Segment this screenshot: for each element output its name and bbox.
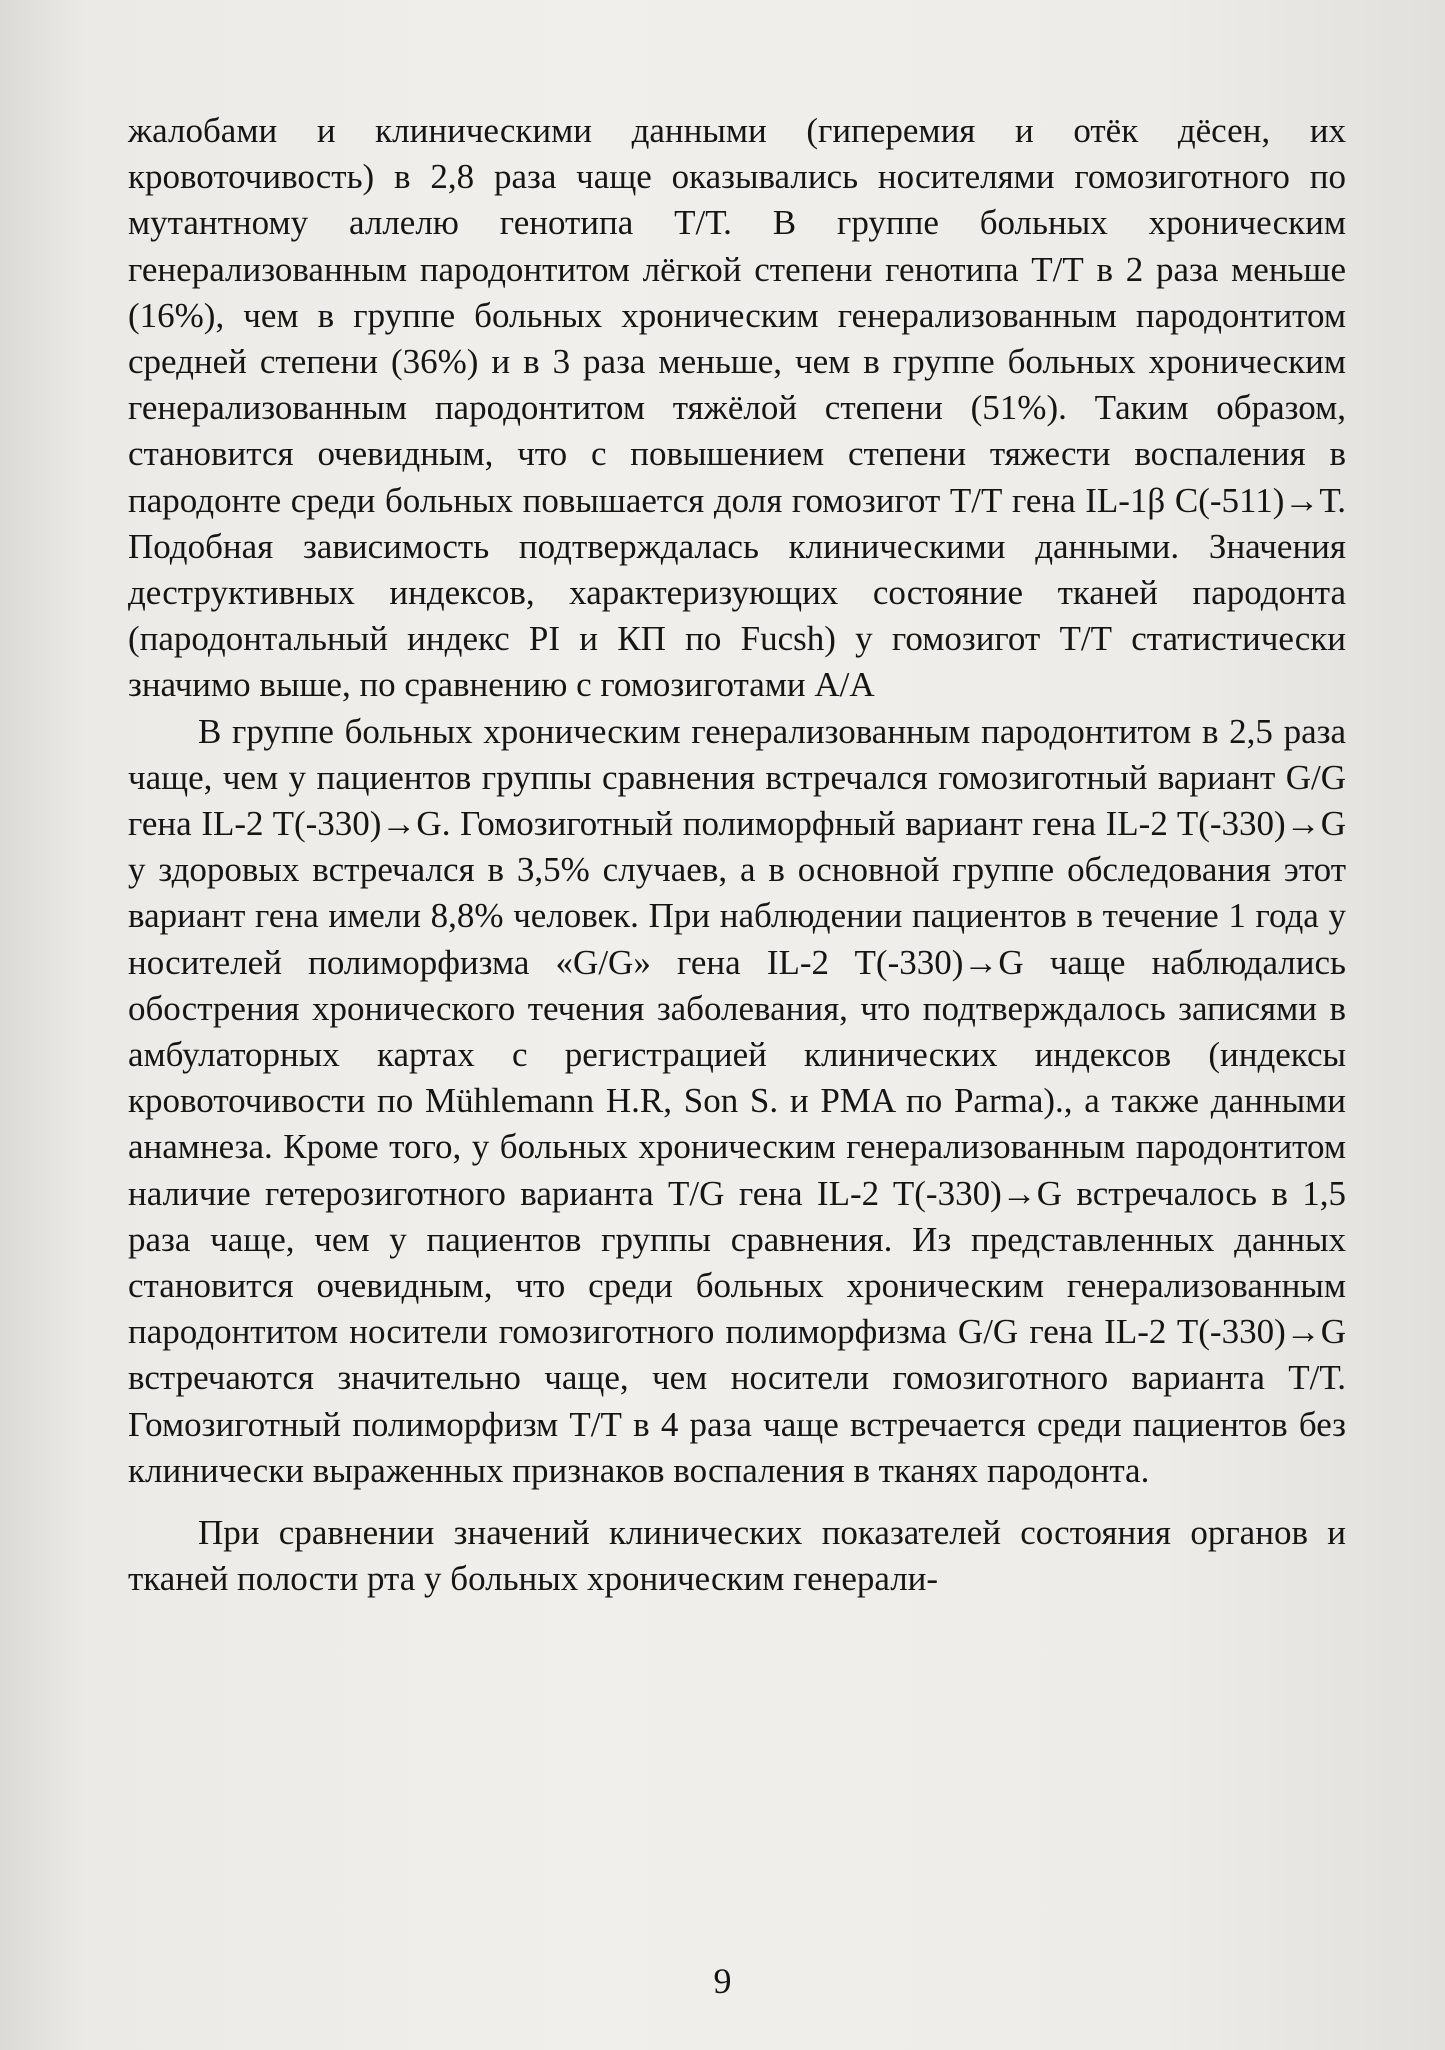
paragraph-continuation: жалобами и клиническими данными (гиперемия и отёк дёсен, их кровоточивость) в 2,8 раза чаще оказывались носителями гомозиготного по мутантному аллелю генотипа Т/Т. В группе больных хроническим генерализованным пародонтитом лёгкой степени генотипа Т/Т в 2 раза меньше (16%), чем в группе больных хроническим генерализованным пародонтитом средней степени (36%) и в 3 раза меньше, чем в группе больных хроническим генерализованным пародонтитом тяжёлой степени (51%). Таким образом, становится очевидным, что с повышением степени тяжести воспаления в пародонте среди больных повышается доля гомозигот Т/Т гена IL-1β С(-511)→Т. Подобная зависимость подтверждалась клиническими данными. Значения деструктивных индексов, характеризующих состояние тканей пародонта (пародонтальный индекс PI и КП по Fucsh) у гомозигот Т/Т статистически значимо выше, по сравнению с гомозиготами А/А	[128, 111, 1346, 705]
page-number: 9	[713, 1961, 732, 2001]
body-text	[128, 108, 1346, 1603]
paragraph-comparison: При сравнении значений клинических показателей состояния органов и тканей полости рта у больных хроническим генерали-	[128, 1513, 1346, 1599]
paragraph-il2: В группе больных хроническим генерализованным пародонтитом в 2,5 раза чаще, чем у пациентов группы сравнения встречался гомозиготный вариант G/G гена IL-2 T(-330)→G. Гомозиготный полиморфный вариант гена IL-2 T(-330)→G у здоровых встречался в 3,5% случаев, а в основной группе обследования этот вариант гена имели 8,8% человек. При наблюдении пациентов в течение 1 года у носителей полиморфизма «G/G» гена IL-2 T(-330)→G чаще наблюдались обострения хронического течения заболевания, что подтверждалось записями в амбулаторных картах с регистрацией клинических индексов (индексы кровоточивости по Mühlemann H.R, Son S. и PMA по Parma)., а также данными анамнеза. Кроме того, у больных хроническим генерализованным пародонтитом наличие гетерозиготного варианта T/G гена IL-2 T(-330)→G встречалось в 1,5 раза чаще, чем у пациентов группы сравнения. Из представленных данных становится очевидным, что среди больных хроническим генерализованным пародонтитом носители гомозиготного полиморфизма G/G гена IL-2 T(-330)→G встречаются значительно чаще, чем носители гомозиготного варианта Т/Т. Гомозиготный полиморфизм Т/Т в 4 раза чаще встречается среди пациентов без клинически выраженных признаков воспаления в тканях пародонта.	[128, 711, 1346, 1490]
